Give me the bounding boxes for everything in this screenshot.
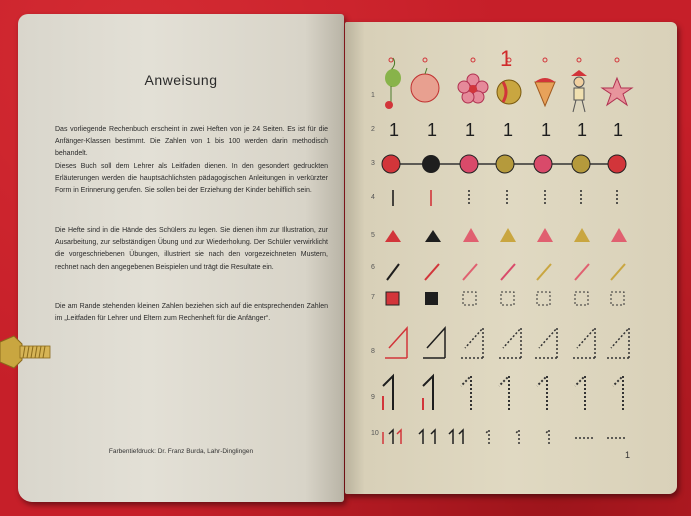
doll-icon [571,58,587,112]
paragraph-student: Die Hefte sind in die Hände des Schülers zu legen. Sie dienen ihm zur Illustration, zur Ausarbeitung, zur selbständigen Übung und zur Wiederholung. Der Schüler verwirklicht die vorgeschriebenen Übungen, illustriert sie nach den vorgezeichneten Mustern, rechnet nach den angegebenen Beispielen und trägt die Resultate ein. [55,227,328,271]
row-number: 5 [371,232,375,239]
digit-one: 1 [503,120,514,140]
paragraph-intro: Das vorliegende Rechenbuch erscheint in zwei Heften von je 24 Seiten. Es ist für die Anfänger-Klassen bestimmt. Die Zahlen von 1 bis 100 werden darin methodisch behandelt. [55,126,328,158]
ice-cream-cone-icon [535,58,555,106]
digit-one: 1 [389,120,400,140]
slanted-strokes [387,264,625,280]
row-number: 9 [371,394,375,401]
page-number: 1 [625,450,631,460]
written-ones [383,376,623,410]
apple-icon [411,58,439,102]
brass-screw-object [0,334,52,370]
row-number: 8 [371,348,375,355]
row-number: 6 [371,264,375,271]
squares [386,292,624,305]
row-number: 10 [371,430,379,437]
ball-icon [497,58,521,104]
cherries-icon [385,58,401,109]
paragraph-teacher: Dieses Buch soll dem Lehrer als Leitfaden dienen. In den gesondert gedruckten Erläuterungen werden die hauptsächlichsten pädagogischen Anleitungen in verkürzter Form in Erinnerung gerufen. Sie sollen bei der Erziehung der Kinder behilflich sein. [55,163,328,195]
page-heading: Anweisung [144,72,218,88]
left-page [18,14,344,502]
row-number: 1 [371,92,375,99]
paragraph-margin-numbers: Die am Rande stehenden kleinen Zahlen beziehen sich auf die entsprechenden Zahlen im „Leitfaden für Lehrer und Eltern zum Rechenheft für die Anfänger“. [55,303,328,323]
row-number: 7 [371,294,375,301]
digit-one: 1 [465,120,476,140]
row-number: 2 [371,126,375,133]
numeral-one-frames [385,328,629,358]
exercise-illustrations [345,22,677,494]
digit-one: 1 [541,120,552,140]
printer-imprint: Farbentiefdruck: Dr. Franz Burda, Lahr-Dinglingen [108,448,254,455]
digit-one: 1 [613,120,624,140]
small-ones [383,430,627,444]
star-flower-icon [602,58,632,105]
row-number: 3 [371,160,375,167]
triangles [385,228,627,242]
bead-string [382,155,626,173]
lesson-numeral: 1 [500,46,513,71]
right-page [345,22,677,494]
flower-icon [458,58,488,103]
digit-one: 1 [577,120,588,140]
vertical-strokes [393,190,617,206]
row-number: 4 [371,194,375,201]
digit-one: 1 [427,120,438,140]
